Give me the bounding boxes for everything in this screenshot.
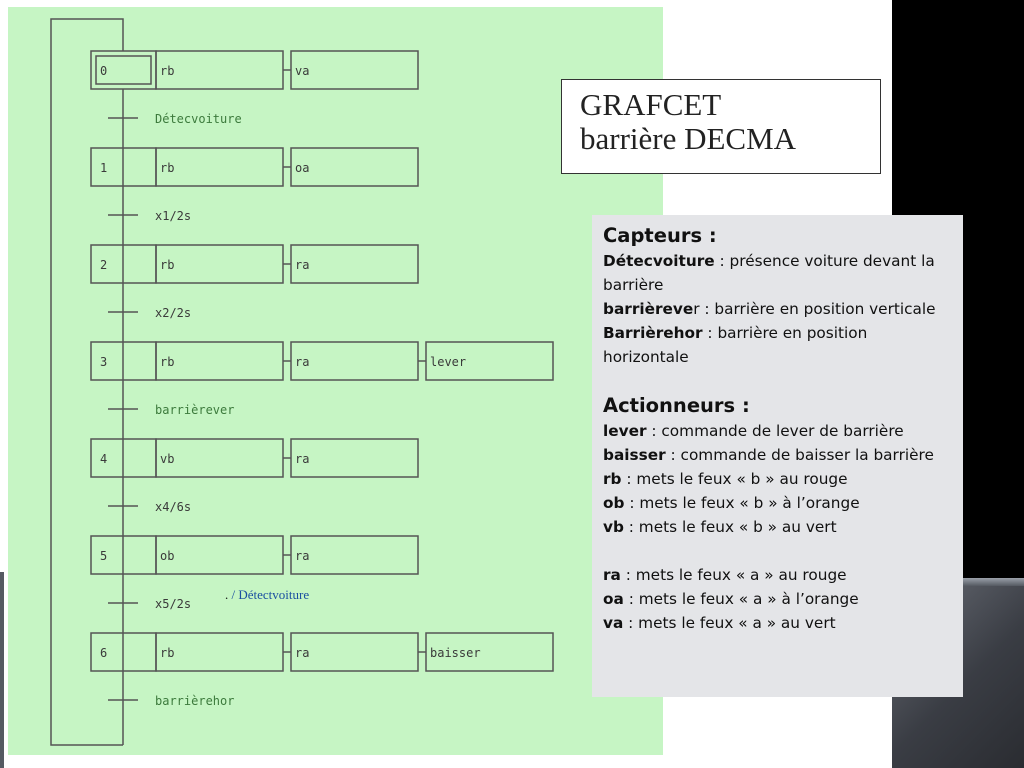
- transition-note-text: / Détectvoiture: [231, 587, 310, 602]
- action-label: rb: [160, 646, 175, 660]
- action-label: rb: [160, 355, 175, 369]
- step-number: 0: [100, 64, 108, 78]
- actionneur-desc: : mets le feux « a » à l’orange: [623, 590, 859, 608]
- actionneur-item: [603, 443, 953, 467]
- actionneur-desc: : commande de baisser la barrière: [665, 446, 934, 464]
- capteur-term-suffix: r: [693, 300, 700, 318]
- capteur-desc: : présence voiture devant la barrière: [603, 252, 935, 294]
- action-label: lever: [430, 355, 467, 369]
- action-box: [156, 536, 283, 574]
- actionneur-item: [603, 419, 953, 443]
- action-box: [156, 342, 283, 380]
- action-label: ra: [295, 646, 310, 660]
- step-number: 2: [100, 258, 108, 272]
- capteur-term: Détecvoiture: [603, 252, 715, 270]
- step-number: 6: [100, 646, 108, 660]
- action-box: [291, 148, 418, 186]
- actionneur-item: [603, 587, 953, 611]
- actionneur-desc: : mets le feux « b » au rouge: [621, 470, 848, 488]
- actionneur-item: [603, 467, 953, 491]
- actionneur-term: oa: [603, 590, 624, 608]
- action-label: ra: [295, 452, 310, 466]
- action-box: [156, 439, 283, 477]
- action-label: ob: [160, 549, 175, 563]
- actionneur-item: [603, 563, 953, 587]
- step-number: 5: [100, 549, 108, 563]
- actionneurs-heading: Actionneurs :: [603, 394, 750, 417]
- actionneur-term: rb: [603, 470, 622, 488]
- capteur-desc: : barrière en position horizontale: [603, 324, 868, 366]
- action-box: [156, 51, 283, 89]
- capteur-term: barrièreve: [603, 300, 694, 318]
- actionneur-item: [603, 491, 953, 515]
- action-label: oa: [295, 161, 310, 175]
- transition-label: x2/2s: [155, 306, 192, 320]
- transition-note-dot: .: [225, 587, 229, 602]
- actionneur-item: [603, 515, 953, 539]
- transition-note: [225, 587, 309, 603]
- action-label: vb: [160, 452, 175, 466]
- actionneur-desc: : mets le feux « b » au vert: [623, 518, 837, 536]
- action-box: [291, 245, 418, 283]
- action-label: ra: [295, 258, 310, 272]
- action-label: va: [295, 64, 310, 78]
- capteur-desc: : barrière en position verticale: [699, 300, 936, 318]
- action-box: [156, 245, 283, 283]
- action-box: [156, 633, 283, 671]
- action-box: [291, 633, 418, 671]
- legend-panel: [592, 215, 963, 697]
- action-box: [291, 342, 418, 380]
- actionneur-term: va: [603, 614, 624, 632]
- capteurs-heading: Capteurs :: [603, 224, 717, 247]
- action-label: rb: [160, 64, 175, 78]
- actionneur-item: [603, 611, 953, 635]
- capteur-item: [603, 249, 953, 297]
- actionneur-term: ob: [603, 494, 625, 512]
- capteur-item: [603, 297, 953, 321]
- action-box: [291, 536, 418, 574]
- title-line-2: barrière DECMA: [580, 121, 797, 156]
- transition-label: barrièrehor: [155, 694, 235, 708]
- transition-label: barrièrever: [155, 403, 235, 417]
- action-box: [156, 148, 283, 186]
- step-number: 1: [100, 161, 108, 175]
- actionneur-term: baisser: [603, 446, 666, 464]
- actionneur-term: ra: [603, 566, 621, 584]
- action-label: baisser: [430, 646, 481, 660]
- loop-back-line: [51, 19, 123, 745]
- title-line-1: GRAFCET: [580, 87, 722, 122]
- actionneur-term: lever: [603, 422, 647, 440]
- transition-label: x5/2s: [155, 597, 192, 611]
- action-label: rb: [160, 161, 175, 175]
- actionneur-term: vb: [603, 518, 624, 536]
- action-label: ra: [295, 549, 310, 563]
- actionneur-desc: : mets le feux « a » au rouge: [620, 566, 847, 584]
- transition-label: Détecvoiture: [155, 112, 242, 126]
- step-number: 3: [100, 355, 108, 369]
- action-label: rb: [160, 258, 175, 272]
- actionneur-desc: : mets le feux « b » à l’orange: [624, 494, 860, 512]
- actionneur-desc: : commande de lever de barrière: [646, 422, 904, 440]
- action-box: [291, 51, 418, 89]
- capteur-item: [603, 321, 953, 369]
- background-left-edge: [0, 572, 4, 768]
- transition-label: x1/2s: [155, 209, 192, 223]
- actionneur-desc: : mets le feux « a » au vert: [623, 614, 836, 632]
- action-box: [291, 439, 418, 477]
- step-number: 4: [100, 452, 108, 466]
- action-label: ra: [295, 355, 310, 369]
- capteur-term: Barrièrehor: [603, 324, 703, 342]
- transition-label: x4/6s: [155, 500, 192, 514]
- title-box: [561, 79, 881, 174]
